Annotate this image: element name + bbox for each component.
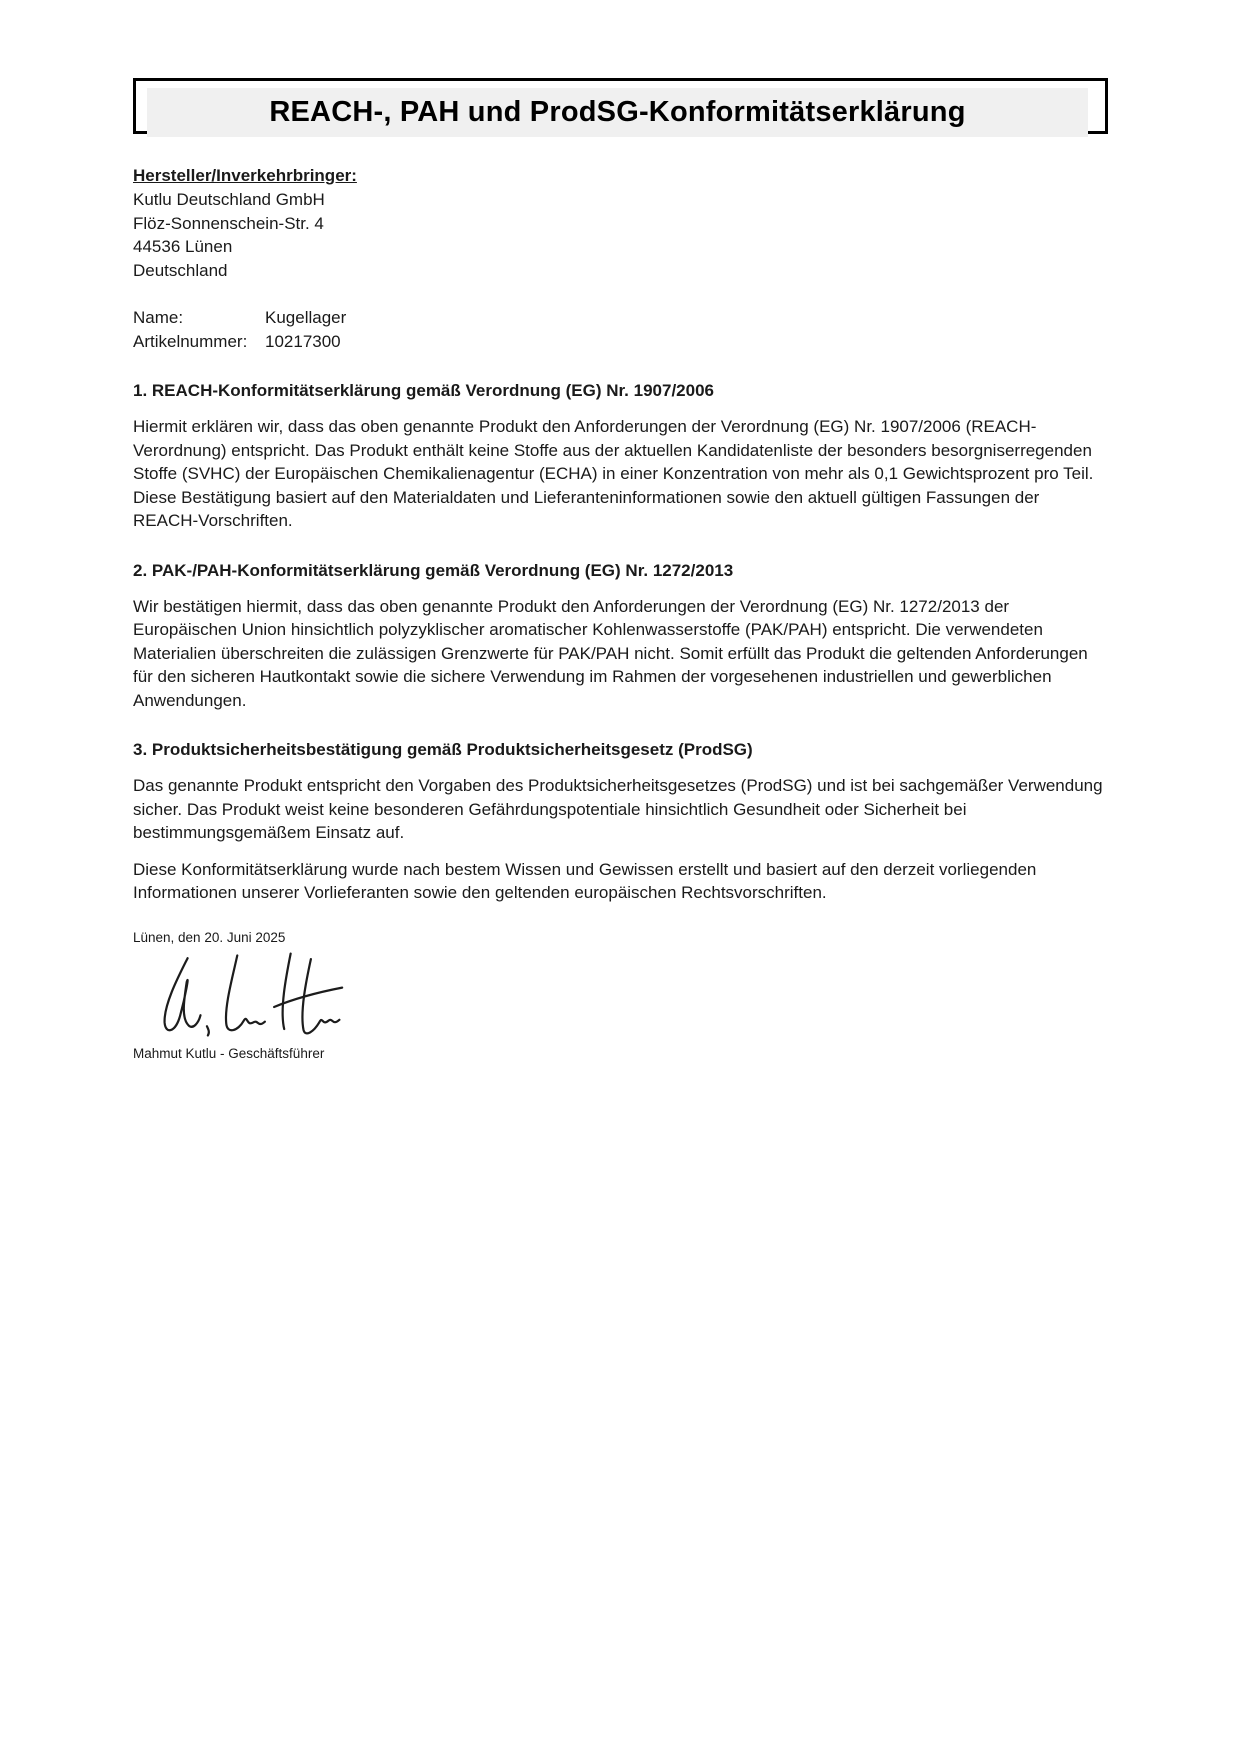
section-prodsg-heading: 3. Produktsicherheitsbestätigung gemäß Produktsicherheitsgesetz (ProdSG) (133, 740, 753, 759)
signer-name-title: Mahmut Kutlu - Geschäftsführer (133, 1045, 325, 1061)
product-name-label: Name: (133, 308, 184, 327)
title-banner-shading (147, 88, 1088, 137)
article-number-label: Artikelnummer: (133, 331, 248, 351)
title-banner (133, 78, 1108, 134)
section-reach-heading: 1. REACH-Konformitätserklärung gemäß Verordnung (EG) Nr. 1907/2006 (133, 381, 714, 400)
manufacturer-heading: Hersteller/Inverkehrbringer: (133, 166, 357, 185)
section-reach-body: Hiermit erklären wir, dass das oben genannte Produkt den Anforderungen der Verordnung (EG) Nr. 1907/2006 (REACH-Verordnung) entspricht. Das Produkt enthält keine Stoffe aus der aktuellen Kandidatenliste der besonders besorgniserregenden Stoffe (SVHC) der Europäischen Chemikalienagentur (ECHA) in einer Konzentration von mehr als 0,1 Gewichtsprozent pro Teil. Diese Bestätigung basiert auf den Materialdaten und Lieferanteninformationen sowie den aktuell gültigen Fassungen der REACH-Vorschriften. (133, 417, 1094, 530)
section-reach (133, 379, 1108, 533)
section-pah-heading: 2. PAK-/PAH-Konformitätserklärung gemäß Verordnung (EG) Nr. 1272/2013 (133, 560, 734, 580)
manufacturer-country: Deutschland (133, 260, 228, 280)
section-pah (133, 559, 1108, 713)
section-prodsg-body: Das genannte Produkt entspricht den Vorgaben des Produktsicherheitsgesetzes (ProdSG) und ist bei sachgemäßer Verwendung sicher. Das Produkt weist keine besonderen Gefährdungspotentiale hinsichtlich Gesundheit oder Sicherheit bei bestimmungsgemäßem Einsatz auf. (133, 776, 1103, 842)
section-prodsg (133, 738, 1108, 845)
manufacturer-street: Flöz-Sonnenschein-Str. 4 (133, 213, 324, 233)
section-pah-body: Wir bestätigen hiermit, dass das oben genannte Produkt den Anforderungen der Verordnung (EG) Nr. 1272/2013 der Europäischen Union hinsichtlich polyzyklischer aromatischer Kohlenwasserstoffe (PAK/PAH) entspricht. Die verwendeten Materialien überschreiten die zulässigen Grenzwerte für PAK/PAH nicht. Somit erfüllt das Produkt die geltenden Anforderungen für den sicheren Hautkontakt sowie die sichere Verwendung im Rahmen der vorgesehenen industriellen und gewerblichen Anwendungen. (133, 596, 1088, 710)
product-block (133, 306, 1108, 353)
manufacturer-block (133, 164, 1108, 282)
page-title: REACH-, PAH und ProdSG-Konformitätserklärung (269, 96, 966, 128)
article-number-row (133, 330, 1108, 354)
signature-scribble-icon (147, 949, 1108, 1041)
product-name-row (133, 306, 1108, 330)
manufacturer-name: Kutlu Deutschland GmbH (133, 190, 325, 209)
manufacturer-city: 44536 Lünen (133, 237, 233, 256)
article-number-value: 10217300 (265, 331, 341, 351)
closing-paragraph: Diese Konformitätserklärung wurde nach bestem Wissen und Gewissen erstellt und basiert auf den derzeit vorliegenden Informationen unserer Vorlieferanten sowie den geltenden europäischen Rechtsvorschriften. (133, 859, 1037, 902)
place-date-line: Lünen, den 20. Juni 2025 (133, 929, 286, 945)
product-name-value: Kugellager (265, 308, 347, 327)
